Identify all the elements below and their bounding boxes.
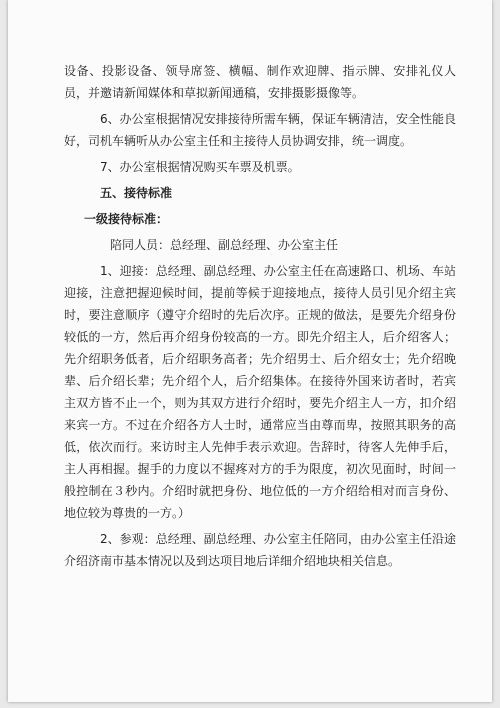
subheading-level1-standard: 一级接待标准：: [84, 212, 169, 226]
section-heading-reception-standard: 五、接待标准: [100, 186, 173, 200]
document-page: [8, 0, 492, 702]
paragraph-visit: 2、参观：总经理、副总经理、办公室主任陪同，由办公室主任沿途介绍济南市基本情况以及到达项目地后详细介绍地块相关信息。: [64, 532, 456, 568]
paragraph-tickets: 7、办公室根据情况购买车票及机票。: [100, 160, 300, 174]
paragraph-welcome: 1、迎接：总经理、副总经理、办公室主任在高速路口、机场、车站迎接，注意把握迎候时间，提前等候于迎接地点，接待人员引见介绍主宾时，要注意顺序（遵守介绍时的先后次序。正规的做法，是要先介绍身份较低的一方，然后再介绍身份较高的一方。即先介绍主人，后介绍客人；先介绍职务低者，后介绍职务高者；先介绍男士、后介绍女士；先介绍晚辈、后介绍长辈；先介绍个人，后介绍集体。在接待外国来访者时，若宾主双方皆不止一个，则为其双方进行介绍时，要先介绍主人一方，扣介绍来宾一方。不过在介绍各方人士时，通常应当由尊而卑，按照其职务的高低，依次而行。来访时主人先伸手表示欢迎。告辞时，待客人先伸手后，主人再相握。握手的力度以不握疼对方的手为限度，初次见面时，时间一般控制在３秒内。介绍时就把身份、地位低的一方介绍给相对而言身份、地位较为尊贵的一方。）: [64, 264, 456, 520]
paragraph-attendees: 陪同人员：总经理、副总经理、办公室主任: [110, 238, 339, 252]
paragraph-equipment: 设备、投影设备、领导席签、横幅、制作欢迎牌、指示牌、安排礼仪人员，并邀请新闻媒体和草拟新闻通稿，安排摄影摄像等。: [64, 64, 456, 100]
paragraph-vehicles: 6、办公室根据情况安排接待所需车辆，保证车辆清洁，安全性能良好，司机车辆听从办公室主任和主接待人员协调安排，统一调度。: [64, 112, 456, 148]
document-body: [64, 60, 456, 572]
